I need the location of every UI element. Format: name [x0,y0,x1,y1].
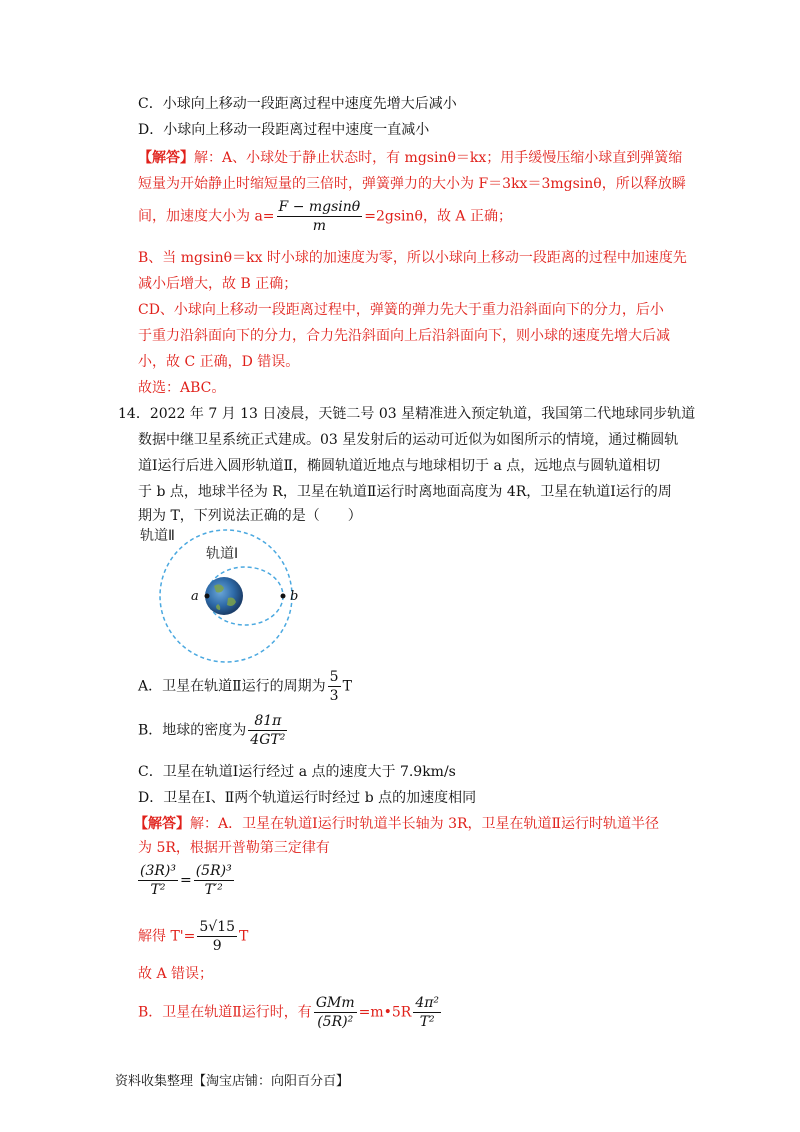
fraction-density [248,712,287,749]
label-orbit-2: 轨道Ⅱ [140,528,175,544]
q14-stem-line-5: 期为 T，下列说法正确的是（ ） [138,508,362,524]
text: B．卫星在轨道Ⅱ运行时，有 [138,1004,312,1021]
denominator: 9 [212,938,222,954]
numerator: (5R)³ [195,863,232,879]
text: 解得 T'= [138,928,196,945]
denominator: 4GT² [250,732,286,748]
q14-option-b [138,712,289,749]
earth [205,577,243,615]
point-b [281,594,286,599]
q14-option-c: C．卫星在轨道Ⅰ运行经过 a 点的速度大于 7.9km/s [138,764,456,780]
fraction-left [138,862,178,899]
q13-answer-line-5: 减小后增大，故 B 正确； [138,276,298,292]
text: A．卫星在轨道Ⅱ运行的周期为 [138,678,326,695]
answer-tag: 【解答】 [134,816,190,832]
footer: 资料收集整理【淘宝店铺：向阳百分百】 [115,1074,350,1089]
kepler-equation [136,862,236,899]
q13-answer-line-3 [138,198,512,235]
text: B．地球的密度为 [138,722,247,739]
q14-answer-a-wrong: 故 A 错误； [138,966,214,982]
q13-answer-line-7: 于重力沿斜面向下的分力，合力先沿斜面向上后沿斜面向下，则小球的速度先增大后减 [138,328,670,344]
numerator: (3R)³ [140,863,176,879]
answer-text: 解：A．卫星在轨道Ⅰ运行时轨道半长轴为 3R，卫星在轨道Ⅱ运行时轨道半径 [190,816,660,832]
q13-answer-line-4: B、当 mgsinθ＝kx 时小球的加速度为零，所以小球向上移动一段距离的过程中加速度先 [138,250,687,266]
label-a: a [191,589,199,604]
denominator: T² [419,1014,435,1030]
numerator: 4π² [415,995,440,1011]
fraction-period [328,668,341,705]
text: =2gsinθ，故 A 正确； [364,208,512,225]
q13-answer-line-8: 小，故 C 正确，D 错误。 [138,354,300,370]
fraction-solution [197,918,237,955]
denominator: 3 [329,688,339,704]
point-a [205,594,210,599]
text: T [342,678,352,695]
q13-answer-line-2: 短量为开始静止时缩短量的三倍时，弹簧弹力的大小为 F＝3kx＝3mgsinθ，所以释放瞬 [138,176,686,192]
q14-solve-line [138,918,248,955]
q13-option-d: D．小球向上移动一段距离过程中速度一直减小 [138,122,430,138]
q13-option-c: C．小球向上移动一段距离过程中速度先增大后减小 [138,96,457,112]
label-orbit-1: 轨道Ⅰ [206,546,239,562]
denominator: T′² [204,882,223,898]
q13-answer-line-9: 故选：ABC。 [138,380,226,396]
q14-answer-line-1 [134,814,659,834]
denominator: T² [150,882,166,898]
fraction-gravity [314,994,357,1031]
q14-stem-line-4: 于 b 点，地球半径为 R，卫星在轨道Ⅱ运行时离地面高度为 4R，卫星在轨道Ⅰ运行的周 [138,484,672,500]
numerator: F − mgsinθ [278,199,361,215]
answer-tag: 【解答】 [138,150,194,166]
q14-stem-line-2: 数据中继卫星系统正式建成。03 星发射后的运动可近似为如图所示的情境，通过椭圆轨 [138,432,679,448]
text: T [239,928,249,945]
numerator: GMm [315,995,355,1011]
q14-option-a [138,668,352,705]
denominator: m [312,218,327,234]
text: 间，加速度大小为 a= [138,208,275,225]
q14-stem-line-3: 道Ⅰ运行后进入圆形轨道Ⅱ，椭圆轨道近地点与地球相切于 a 点，远地点与圆轨道相切 [138,458,661,474]
numerator: 5 [329,669,339,685]
numerator: 5√15 [199,919,236,935]
q14-option-d: D．卫星在Ⅰ、Ⅱ两个轨道运行时经过 b 点的加速度相同 [138,790,477,806]
numerator: 81π [248,712,287,731]
label-b: b [290,589,299,604]
q14-answer-b [138,994,443,1031]
q14-answer-line-2: 为 5R，根据开普勒第三定律有 [138,840,330,856]
fraction-centripetal [413,994,441,1031]
text: =m•5R [358,1004,412,1021]
q13-answer-line-1 [138,148,682,168]
orbit-diagram [138,524,318,664]
fraction-acceleration [277,198,363,235]
q14-stem-line-1: 14．2022 年 7 月 13 日凌晨，天链二号 03 星精准进入预定轨道，我国第二代地球同步轨道 [118,406,696,422]
q13-answer-line-6: CD、小球向上移动一段距离过程中，弹簧的弹力先大于重力沿斜面向下的分力，后小 [138,302,664,318]
equals: = [179,872,192,889]
fraction-right [194,862,234,899]
answer-text: 解：A、小球处于静止状态时，有 mgsinθ＝kx；用手缓慢压缩小球直到弹簧缩 [194,150,683,166]
denominator: (5R)² [317,1014,354,1030]
